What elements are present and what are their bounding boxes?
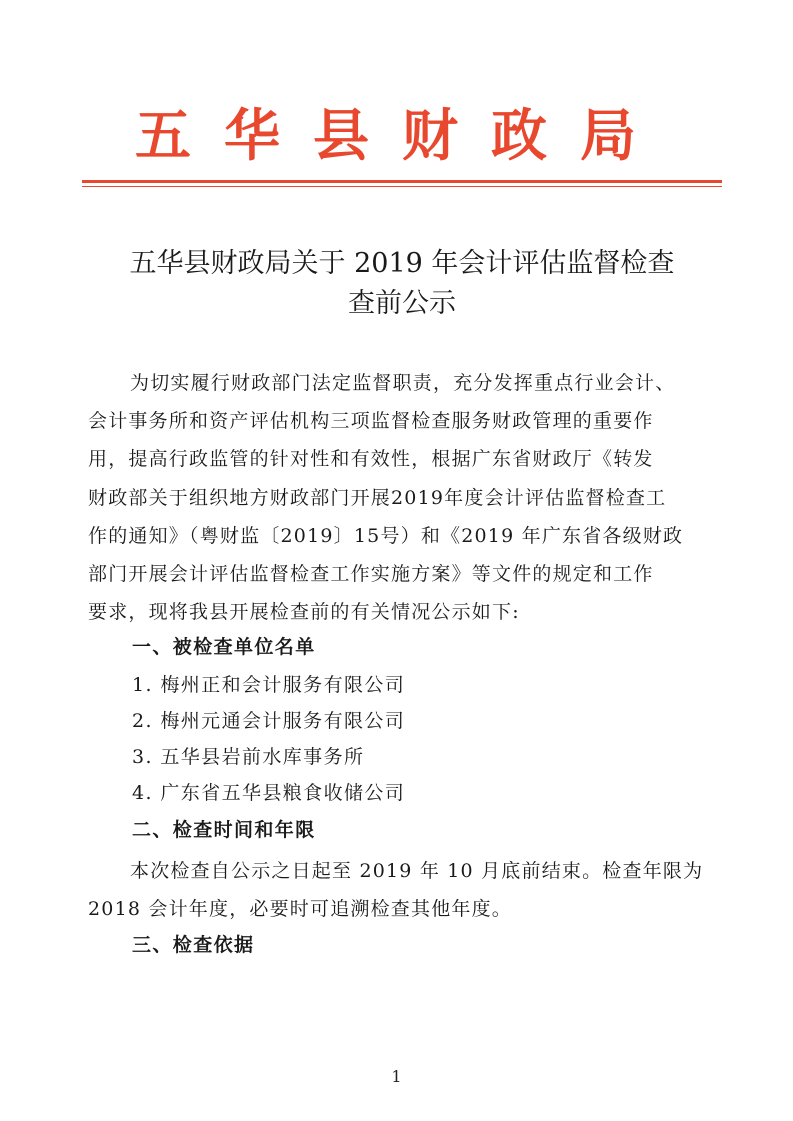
list-item: 4. 广东省五华县粮食收储公司 — [132, 782, 406, 804]
time-paragraph — [88, 852, 712, 928]
section-heading-time: 二、检查时间和年限 — [132, 819, 316, 841]
intro-line: 会计事务所和资产评估机构三项监督检查服务财政管理的重要作 — [88, 410, 654, 433]
list-item: 3. 五华县岩前水库事务所 — [132, 746, 365, 768]
time-line: 本次检查自公示之日起至 2019 年 10 月底前结束。检查年限为 — [130, 860, 704, 882]
section-heading-units: 一、被检查单位名单 — [132, 636, 316, 658]
intro-line: 财政部关于组织地方财政部门开展2019年度会计评估监督检查工 — [88, 486, 667, 509]
intro-paragraph — [88, 364, 712, 631]
letterhead-rule-thin — [82, 186, 722, 187]
intro-line: 用，提高行政监管的针对性和有效性，根据广东省财政厅《转发 — [88, 448, 654, 471]
intro-line: 部门开展会计评估监督检查工作实施方案》等文件的规定和工作 — [88, 563, 654, 586]
intro-line: 作的通知》（粤财监〔2019〕15号）和《2019 年广东省各级财政 — [88, 524, 684, 547]
list-item: 1. 梅州正和会计服务有限公司 — [132, 674, 406, 696]
intro-line: 为切实履行财政部门法定监督职责，充分发挥重点行业会计、 — [130, 372, 676, 394]
time-line: 2018 会计年度，必要时可追溯检查其他年度。 — [88, 898, 512, 921]
page-number: 1 — [391, 1067, 402, 1086]
letterhead-rule-thick — [82, 180, 722, 183]
intro-line: 要求，现将我县开展检查前的有关情况公示如下: — [88, 601, 520, 624]
list-item: 2. 梅州元通会计服务有限公司 — [132, 710, 406, 732]
document-title-line-1: 五华县财政局关于 2019 年会计评估监督检查 — [129, 248, 675, 279]
document-title-line-2: 查前公示 — [348, 288, 456, 319]
section-heading-basis: 三、检查依据 — [132, 934, 255, 956]
document-title — [82, 244, 722, 324]
letterhead-title: 五华县财政局 — [135, 103, 669, 169]
